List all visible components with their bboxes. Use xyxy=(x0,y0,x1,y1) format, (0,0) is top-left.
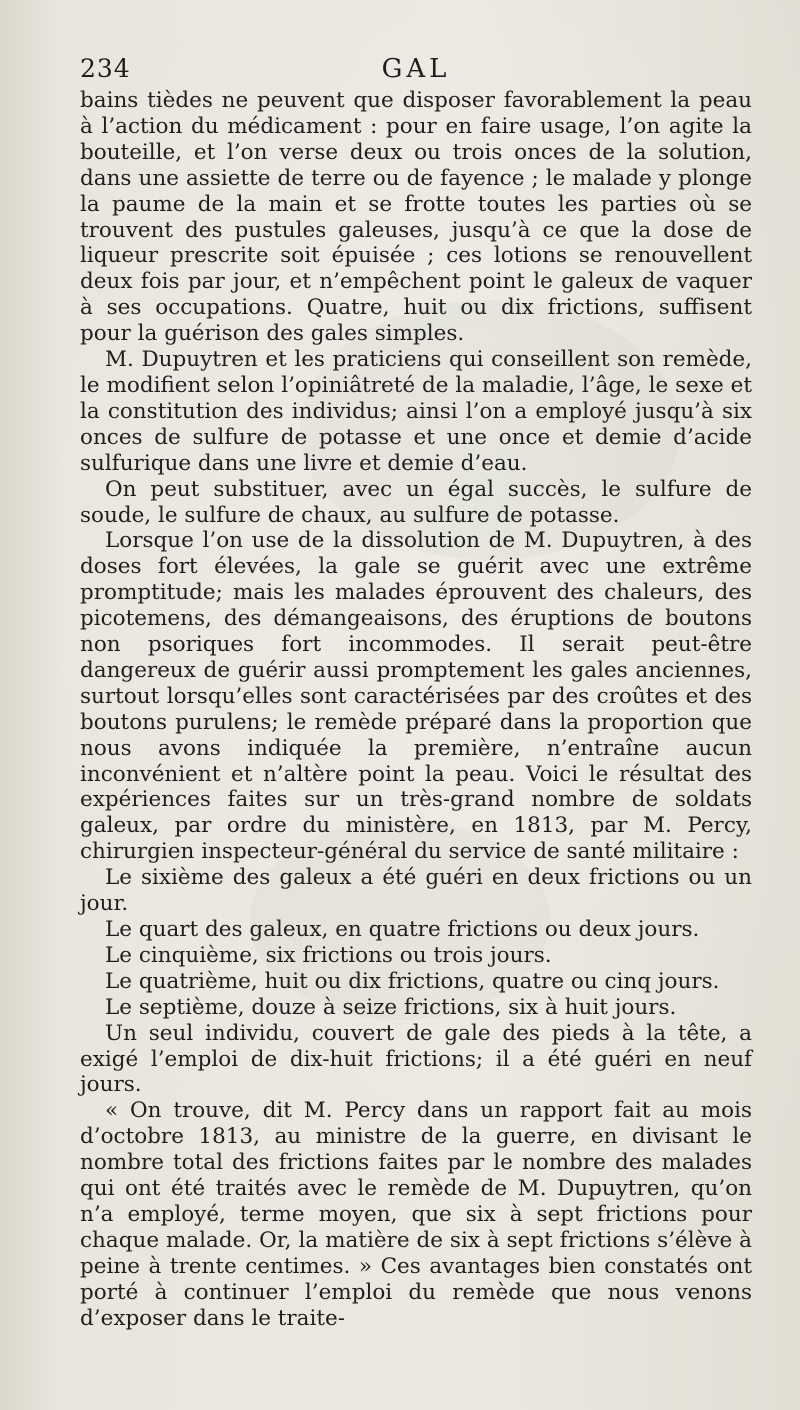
paragraph: Le septième, douze à seize frictions, six à huit jours. xyxy=(105,994,677,1020)
paragraph-continuation: bains tièdes ne peuvent que disposer favorablement la peau à l’action du médicament : pour en faire usage, l’on agite la bouteille, et l’on verse deux ou trois onces de la solution, dans une assiette de terre ou de fayence ; le malade y plonge la paume de la main et se frotte toutes les parties où se trouvent des pustules galeuses, jusqu’à ce que la dose de liqueur prescrite soit épuisée ; ces lotions se renouvellent deux fois par jour, et n’empêchent point le galeux de vaquer à ses occupations. Quatre, huit ou dix frictions, suffisent pour la guérison des gales simples. xyxy=(80,88,752,347)
paragraph: M. Dupuytren et les praticiens qui conseillent son remède, le modifient selon l’opiniâtreté de la maladie, l’âge, le sexe et la constitution des individus; ainsi l’on a employé jusqu’à six onces de sulfure de potasse et une once et demie d’acide sulfurique dans une livre et demie d’eau. xyxy=(80,347,752,476)
paragraph: Le quatrième, huit ou dix frictions, quatre ou cinq jours. xyxy=(105,968,720,994)
paragraph: Le sixième des galeux a été guéri en deux frictions ou un jour. xyxy=(80,865,752,917)
paragraph: Le quart des galeux, en quatre frictions ou deux jours. xyxy=(105,917,700,942)
paragraph: « On trouve, dit M. Percy dans un rapport fait au mois d’octobre 1813, au ministre de la guerre, en divisant le nombre total des frictions faites par le nombre des malades qui ont été traités avec le remède de M. Dupuytren, qu’on n’a employé, terme moyen, que six à sept frictions pour chaque malade. Or, la matière de six à sept frictions s’élève à peine à trente centimes. » Ces avantages bien constatés ont porté à continuer l’emploi du remède que nous venons d’exposer dans le traite- xyxy=(80,1098,752,1331)
body-text xyxy=(80,88,752,1332)
paragraph: On peut substituer, avec un égal succès, le sulfure de soude, le sulfure de chaux, au sulfure de potasse. xyxy=(80,476,752,528)
paragraph: Lorsque l’on use de la dissolution de M. Dupuytren, à des doses fort élevées, la gale se guérit avec une extrême promptitude; mais les malades éprouvent des chaleurs, des picotemens, des démangeaisons, des éruptions de boutons non psoriques fort incommodes. Il serait peut-être dangereux de guérir aussi promptement les gales anciennes, surtout lorsqu’elles sont caractérisées par des croûtes et des boutons purulens; le remède préparé dans la proportion que nous avons indiquée la première, n’entraîne aucun inconvénient et n’altère point la peau. Voici le résultat des expériences faites sur un très-grand nombre de soldats galeux, par ordre du ministère, en 1813, par M. Percy, chirurgien inspecteur-général du service de santé militaire : xyxy=(80,528,752,865)
running-head: GAL xyxy=(381,54,451,84)
paragraph: Un seul individu, couvert de gale des pieds à la tête, a exigé l’emploi de dix-huit frictions; il a été guéri en neuf jours. xyxy=(80,1020,752,1098)
page-header xyxy=(80,50,752,90)
paragraph: Le cinquième, six frictions ou trois jours. xyxy=(105,942,552,968)
page-number: 234 xyxy=(80,54,131,83)
